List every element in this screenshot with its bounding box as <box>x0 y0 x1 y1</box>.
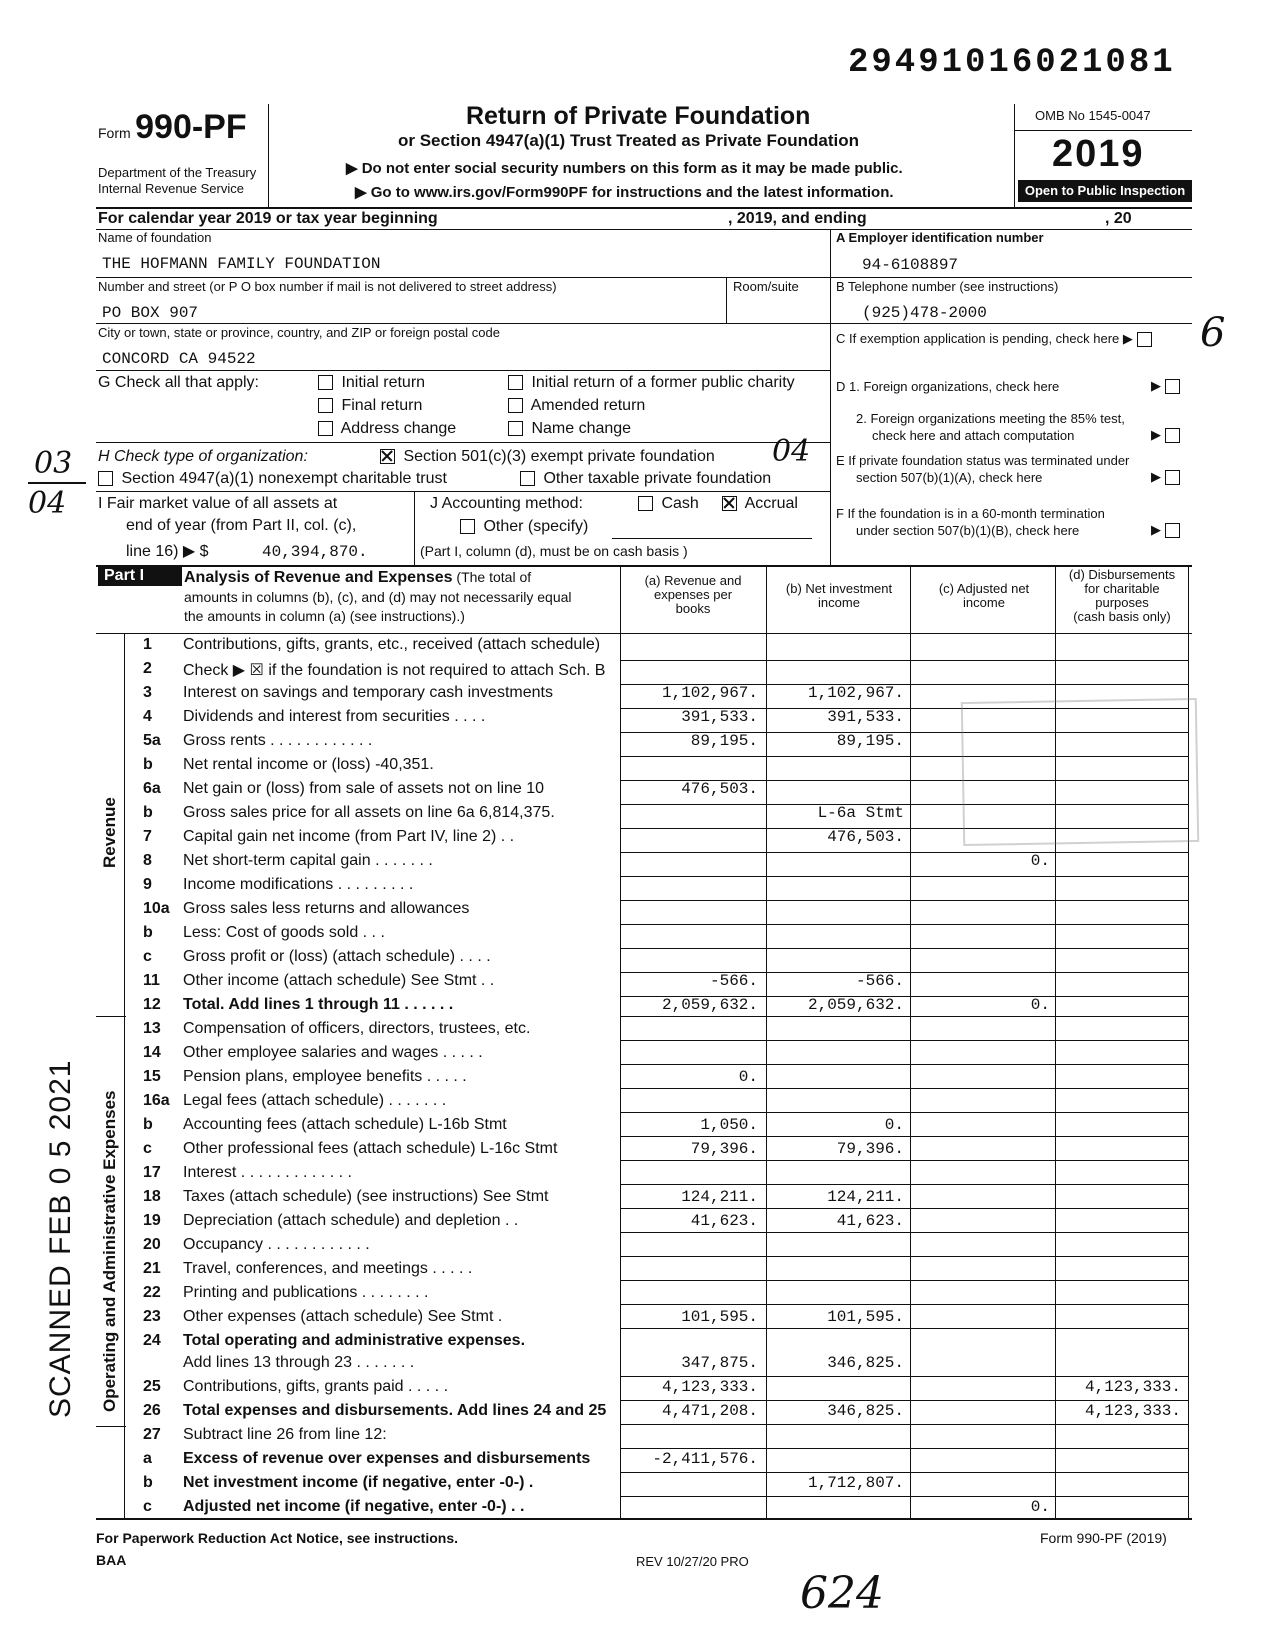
col-a-h3: books <box>675 601 711 616</box>
part1-title-bold: Analysis of Revenue and Expenses <box>184 569 453 586</box>
line-number: 20 <box>143 1236 161 1253</box>
address-change-label: Address change <box>340 420 457 437</box>
col-b-value[interactable]: -566. <box>855 972 904 990</box>
col-b-h2: income <box>818 595 860 610</box>
h-4947[interactable] <box>98 470 447 488</box>
initial-former-label: Initial return of a former public charity <box>531 374 795 391</box>
line-label: Taxes (attach schedule) (see instructions) See Stmt <box>183 1188 549 1205</box>
line-number: 1 <box>143 636 152 653</box>
scanned-stamp: SCANNED FEB 0 5 2021 <box>44 1059 77 1418</box>
j-label: J Accounting method: <box>430 495 583 512</box>
line-number: b <box>143 1474 153 1491</box>
col-b-h1: (b) Net investment <box>785 581 893 596</box>
initial-return-label: Initial return <box>341 374 426 391</box>
row-rule <box>620 1256 1188 1257</box>
ein-value[interactable]: 94-6108897 <box>862 256 959 274</box>
line-number: 19 <box>143 1212 161 1229</box>
col-a-value[interactable]: 0. <box>738 1068 758 1086</box>
col-c-value[interactable]: 0. <box>1030 1498 1050 1516</box>
exemption-pending-label <box>836 331 1156 347</box>
h-other-checkbox[interactable] <box>520 471 535 486</box>
line-number: 12 <box>143 996 161 1013</box>
line-number: 6a <box>143 780 161 797</box>
line-label: Less: Cost of goods sold . . . <box>183 924 385 941</box>
i-line1: I Fair market value of all assets at <box>98 495 338 512</box>
line-label: Capital gain net income (from Part IV, line 2) . . <box>183 828 515 845</box>
col-a-value[interactable]: 41,623. <box>690 1212 758 1230</box>
row-rule <box>620 1328 1188 1329</box>
street-label: Number and street (or P O box number if mail is not delivered to street address) <box>98 279 557 294</box>
omb-number: OMB No 1545-0047 <box>1035 108 1151 123</box>
j-note: (Part I, column (d), must be on cash basis ) <box>420 543 688 559</box>
cash-checkbox[interactable] <box>638 496 653 511</box>
instructions-notice: ▶ Go to www.irs.gov/Form990PF for instructions and the latest information. <box>355 184 894 201</box>
col-d-value[interactable]: 4,123,333. <box>1084 1402 1181 1420</box>
street-address[interactable]: PO BOX 907 <box>102 304 199 322</box>
form-subtitle: or Section 4947(a)(1) Trust Treated as Private Foundation <box>398 131 860 150</box>
tax-year-end: , 20 <box>1105 210 1132 227</box>
col-b-value[interactable]: 101,595. <box>827 1308 904 1326</box>
col-c-h1: (c) Adjusted net <box>938 581 1030 596</box>
line-number: 15 <box>143 1068 161 1085</box>
cash-label: Cash <box>661 495 699 512</box>
h-label: H Check type of organization: <box>98 448 308 465</box>
col-a-value[interactable]: 476,503. <box>681 780 758 798</box>
line-number: 4 <box>143 708 152 725</box>
col-b-value[interactable]: 0. <box>884 1116 904 1134</box>
document-locator-number: 29491016021081 <box>848 44 1176 82</box>
line-label: Travel, conferences, and meetings . . . . . <box>183 1260 473 1277</box>
table-row <box>0 972 1280 996</box>
line-number: 23 <box>143 1308 161 1325</box>
line-number: 3 <box>143 684 152 701</box>
line-label: Net gain or (loss) from sale of assets not on line 10 <box>183 780 545 797</box>
other-method-label: Other (specify) <box>483 518 589 535</box>
e-checkbox[interactable] <box>1165 470 1180 485</box>
col-b-value[interactable]: L-6a Stmt <box>817 804 904 822</box>
col-d-value[interactable]: 4,123,333. <box>1084 1378 1181 1396</box>
line-number: b <box>143 804 153 821</box>
col-a-value[interactable]: 4,471,208. <box>661 1402 758 1420</box>
line-label: Other expenses (attach schedule) See Stmt . <box>183 1308 503 1325</box>
amended-return-checkbox[interactable] <box>508 398 523 413</box>
h-other-label: Other taxable private foundation <box>543 470 772 487</box>
d2-checkbox[interactable] <box>1165 428 1180 443</box>
tax-year-line: For calendar year 2019 or tax year beginning <box>98 210 438 227</box>
row-rule <box>620 1016 1188 1017</box>
row-rule <box>620 1160 1188 1161</box>
line-number: 26 <box>143 1402 161 1419</box>
table-row <box>0 1450 1280 1474</box>
baa-label: BAA <box>96 1552 127 1568</box>
row-rule <box>620 1088 1188 1089</box>
line-label: Pension plans, employee benefits . . . . . <box>183 1068 467 1085</box>
row-rule <box>620 1112 1188 1113</box>
e-terminated: section 507(b)(1)(A), check here ▶ <box>856 470 1192 485</box>
part1-title <box>184 569 531 587</box>
room-suite-label: Room/suite <box>733 279 799 294</box>
line-label: Gross profit or (loss) (attach schedule) . . . . <box>183 948 491 965</box>
row-rule <box>620 1184 1188 1185</box>
h-501c3[interactable] <box>380 448 715 466</box>
line-label: Net investment income (if negative, enter -0-) . <box>183 1474 534 1491</box>
line-label: Subtract line 26 from line 12: <box>183 1426 387 1443</box>
col-a-h1: (a) Revenue and <box>644 573 742 588</box>
part1-desc-2: amounts in columns (b), (c), and (d) may not necessarily equal <box>184 589 572 605</box>
address-change-checkbox[interactable] <box>318 421 333 436</box>
col-a-header <box>624 574 762 616</box>
final-return-checkbox[interactable] <box>318 398 333 413</box>
d1-label: D 1. Foreign organizations, check here <box>836 379 1060 394</box>
line-number: 5a <box>143 732 161 749</box>
h-4947-label: Section 4947(a)(1) nonexempt charitable trust <box>121 470 447 487</box>
line-number: 25 <box>143 1378 161 1395</box>
col-b-value[interactable]: 89,195. <box>836 732 904 750</box>
line-label: Other income (attach schedule) See Stmt . . <box>183 972 495 989</box>
line-number: 9 <box>143 876 152 893</box>
line-number: 27 <box>143 1426 161 1443</box>
g-amended-return[interactable] <box>508 397 645 415</box>
line-number: b <box>143 756 153 773</box>
dept-line-2: Internal Revenue Service <box>98 181 244 196</box>
line-label: Net short-term capital gain . . . . . . . <box>183 852 433 869</box>
line-number: 18 <box>143 1188 161 1205</box>
line-label: Income modifications . . . . . . . . . <box>183 876 414 893</box>
f-checkbox[interactable] <box>1165 523 1180 538</box>
line-label: Add lines 13 through 23 . . . . . . . <box>183 1354 415 1371</box>
col-d-h1: (d) Disbursements <box>1068 567 1176 582</box>
part1-desc-3: the amounts in column (a) (see instructions).) <box>184 608 465 624</box>
row-rule <box>620 1136 1188 1137</box>
table-row <box>0 924 1280 948</box>
revision-label: REV 10/27/20 PRO <box>636 1554 749 1569</box>
row-rule <box>620 1304 1188 1305</box>
city-state-zip[interactable]: CONCORD CA 94522 <box>102 350 256 368</box>
phone-value[interactable]: (925)478-2000 <box>862 304 987 322</box>
paperwork-notice: For Paperwork Reduction Act Notice, see instructions. <box>96 1530 458 1546</box>
g-address-change[interactable] <box>318 420 456 438</box>
line-label: Contributions, gifts, grants, etc., received (attach schedule) <box>183 636 601 653</box>
col-b-value[interactable]: 476,503. <box>827 828 904 846</box>
handwritten-03: 03 <box>34 446 73 481</box>
part1-title-rest: (The total of <box>452 569 532 585</box>
row-rule <box>620 1448 1188 1449</box>
ein-label: A Employer identification number <box>836 230 1044 245</box>
side-label-revenue: Revenue <box>100 797 119 868</box>
col-a-value[interactable]: 2,059,632. <box>661 996 758 1014</box>
exemption-pending-checkbox[interactable] <box>1137 332 1152 347</box>
h-other-taxable[interactable] <box>520 470 771 488</box>
line-label: Dividends and interest from securities . . . . <box>183 708 486 725</box>
col-d-h4: (cash basis only) <box>1073 609 1171 624</box>
section-h-label <box>98 448 308 466</box>
col-d-h3: purposes <box>1095 595 1149 610</box>
line-label: Legal fees (attach schedule) . . . . . . . <box>183 1092 447 1109</box>
row-rule <box>620 1376 1188 1377</box>
e-line1: E If private foundation status was terminated under <box>836 453 1130 468</box>
line-number: 21 <box>143 1260 161 1277</box>
line-label: Gross sales less returns and allowances <box>183 900 470 917</box>
h-501c3-checkbox[interactable] <box>380 449 395 464</box>
row-rule <box>620 1064 1188 1065</box>
line-number: 17 <box>143 1164 161 1181</box>
i-line2: end of year (from Part II, col. (c), <box>126 517 357 534</box>
d2-label: check here and attach computation <box>872 428 1075 443</box>
f-60-month: under section 507(b)(1)(B), check here ▶ <box>856 523 1192 538</box>
col-a-value[interactable]: 391,533. <box>681 708 758 726</box>
line-label: Excess of revenue over expenses and disbursements <box>183 1450 591 1467</box>
line-label: Printing and publications . . . . . . . . <box>183 1284 429 1301</box>
col-b-value[interactable]: 346,825. <box>827 1354 904 1372</box>
line-label: Gross sales price for all assets on line 6a 6,814,375. <box>183 804 555 821</box>
line-label: Contributions, gifts, grants paid . . . . . <box>183 1378 449 1395</box>
d1-foreign: D 1. Foreign organizations, check here ▶ <box>836 379 1192 394</box>
table-row <box>0 1378 1280 1402</box>
i-line3: line 16) ▶ $ <box>126 543 209 560</box>
line-label: Check ▶ ☒ if the foundation is not required to attach Sch. B <box>183 662 606 679</box>
handwritten-6: 6 <box>1200 310 1226 356</box>
col-a-value[interactable]: 1,050. <box>700 1116 758 1134</box>
e-label: section 507(b)(1)(A), check here <box>856 470 1043 485</box>
col-c-header <box>914 582 1054 610</box>
name-change-checkbox[interactable] <box>508 421 523 436</box>
name-change-label: Name change <box>531 420 632 437</box>
amended-return-label: Amended return <box>530 397 646 414</box>
col-b-value[interactable]: 346,825. <box>827 1402 904 1420</box>
tax-year-mid: , 2019, and ending <box>728 210 867 227</box>
line-number: 14 <box>143 1044 161 1061</box>
table-row <box>0 1354 1280 1378</box>
table-row <box>0 660 1280 684</box>
line-number: c <box>143 948 152 965</box>
line-number: 16a <box>143 1092 170 1109</box>
col-a-value[interactable]: 4,123,333. <box>661 1378 758 1396</box>
form-title: Return of Private Foundation <box>466 102 811 130</box>
row-rule <box>620 1232 1188 1233</box>
col-a-value[interactable]: 124,211. <box>681 1188 758 1206</box>
open-to-inspection-badge: Open to Public Inspection <box>1018 180 1192 202</box>
line-number: 13 <box>143 1020 161 1037</box>
row-rule <box>620 1040 1188 1041</box>
row-rule <box>620 1280 1188 1281</box>
j-other[interactable] <box>460 518 588 536</box>
col-a-value[interactable]: 79,396. <box>690 1140 758 1158</box>
table-row <box>0 636 1280 660</box>
line-number: b <box>143 924 153 941</box>
g-final-return[interactable] <box>318 397 422 415</box>
d2-line1: 2. Foreign organizations meeting the 85% test, <box>856 411 1125 426</box>
fmv-value[interactable]: 40,394,870. <box>262 543 368 561</box>
d2-foreign-85: check here and attach computation ▶ <box>872 428 1192 443</box>
line-number: c <box>143 1140 152 1157</box>
line-label: Interest . . . . . . . . . . . . . <box>183 1164 352 1181</box>
line-label: Other employee salaries and wages . . . . . <box>183 1044 483 1061</box>
d1-checkbox[interactable] <box>1165 379 1180 394</box>
dept-line-1: Department of the Treasury <box>98 165 257 180</box>
col-b-value[interactable]: 41,623. <box>836 1212 904 1230</box>
row-rule <box>620 1208 1188 1209</box>
handwritten-04: 04 <box>28 486 67 521</box>
table-row <box>0 1402 1280 1426</box>
col-a-value[interactable]: 347,875. <box>681 1354 758 1372</box>
line-label: Gross rents . . . . . . . . . . . . <box>183 732 373 749</box>
g-initial-former[interactable] <box>508 374 795 392</box>
col-a-value[interactable]: 89,195. <box>690 732 758 750</box>
table-row <box>0 852 1280 876</box>
j-cash[interactable] <box>638 495 699 513</box>
handwritten-624: 624 <box>800 1568 884 1619</box>
col-b-header <box>770 582 908 610</box>
form-word: Form <box>98 125 131 141</box>
table-row <box>0 948 1280 972</box>
col-c-value[interactable]: 0. <box>1030 996 1050 1014</box>
table-row <box>0 1474 1280 1498</box>
line-number: 24 <box>143 1332 161 1349</box>
line-label: Compensation of officers, directors, trustees, etc. <box>183 1020 531 1037</box>
foundation-name[interactable]: THE HOFMANN FAMILY FOUNDATION <box>102 255 381 273</box>
initial-return-checkbox[interactable] <box>318 375 333 390</box>
line-label: Net rental income or (loss) -40,351. <box>183 756 434 773</box>
f-line1: F If the foundation is in a 60-month termination <box>836 506 1105 521</box>
table-row <box>0 1426 1280 1450</box>
col-a-h2: expenses per <box>653 587 733 602</box>
line-number: 11 <box>143 972 160 989</box>
line-number: 2 <box>143 660 152 677</box>
foundation-name-label: Name of foundation <box>98 230 212 245</box>
h-501c3-label: Section 501(c)(3) exempt private foundation <box>403 448 715 465</box>
col-c-value[interactable]: 0. <box>1030 852 1050 870</box>
col-b-value[interactable]: 1,102,967. <box>807 684 904 702</box>
form-id-block <box>98 108 247 147</box>
accrual-label: Accrual <box>744 495 798 512</box>
line-number: 7 <box>143 828 152 845</box>
row-rule <box>620 1496 1188 1497</box>
line-label: Occupancy . . . . . . . . . . . . <box>183 1236 370 1253</box>
ssn-notice: ▶ Do not enter social security numbers on this form as it may be made public. <box>346 160 903 177</box>
row-rule <box>620 1424 1188 1425</box>
tax-year: 2019 <box>1052 133 1145 175</box>
side-label-expenses: Operating and Administrative Expenses <box>100 1090 119 1412</box>
line-label: Adjusted net income (if negative, enter -0-) . . <box>183 1498 525 1515</box>
line-label: Total operating and administrative expenses. <box>183 1332 526 1349</box>
j-accrual[interactable] <box>722 495 798 513</box>
f-label: under section 507(b)(1)(B), check here <box>856 523 1080 538</box>
line-label: Depreciation (attach schedule) and depletion . . <box>183 1212 519 1229</box>
col-b-value[interactable]: 79,396. <box>836 1140 904 1158</box>
h-4947-checkbox[interactable] <box>98 471 113 486</box>
phone-label: B Telephone number (see instructions) <box>836 279 1059 294</box>
line-label: Interest on savings and temporary cash investments <box>183 684 553 701</box>
g-name-change[interactable] <box>508 420 631 438</box>
part1-tag: Part I <box>98 566 182 586</box>
other-method-checkbox[interactable] <box>460 519 475 534</box>
line-number: 10a <box>143 900 170 917</box>
table-row <box>0 900 1280 924</box>
table-row <box>0 1332 1280 1356</box>
col-b-value[interactable]: 124,211. <box>827 1188 904 1206</box>
form-number: 990-PF <box>135 108 247 146</box>
col-d-h2: for charitable <box>1084 581 1160 596</box>
line-label: Other professional fees (attach schedule) L-16c Stmt <box>183 1140 558 1157</box>
line-label: Total expenses and disbursements. Add lines 24 and 25 <box>183 1402 607 1419</box>
line-number: c <box>143 1498 152 1515</box>
section-g-label: G Check all that apply: <box>98 374 259 391</box>
form-footer-right: Form 990-PF (2019) <box>1040 1530 1167 1546</box>
line-number: a <box>143 1450 152 1467</box>
row-rule <box>620 1472 1188 1473</box>
handwritten-04-right: 04 <box>772 434 811 469</box>
table-row <box>0 876 1280 900</box>
g-initial-return[interactable] <box>318 374 425 392</box>
col-a-value[interactable]: -566. <box>709 972 758 990</box>
col-a-value[interactable]: -2,411,576. <box>652 1450 758 1468</box>
accrual-checkbox[interactable] <box>722 496 737 511</box>
line-label: Total. Add lines 1 through 11 . . . . . . <box>183 996 454 1013</box>
col-a-value[interactable]: 101,595. <box>681 1308 758 1326</box>
col-d-header <box>1057 568 1187 624</box>
line-number: 8 <box>143 852 152 869</box>
col-a-value[interactable]: 1,102,967. <box>661 684 758 702</box>
col-b-value[interactable]: 391,533. <box>827 708 904 726</box>
exemption-pending-text: C If exemption application is pending, check here ▶ <box>836 331 1133 346</box>
col-c-h2: income <box>963 595 1005 610</box>
line-number: b <box>143 1116 153 1133</box>
final-return-label: Final return <box>341 397 423 414</box>
col-b-value[interactable]: 1,712,807. <box>807 1474 904 1492</box>
initial-former-checkbox[interactable] <box>508 375 523 390</box>
col-b-value[interactable]: 2,059,632. <box>807 996 904 1014</box>
row-rule <box>620 1400 1188 1401</box>
line-number: 22 <box>143 1284 161 1301</box>
city-label: City or town, state or province, country, and ZIP or foreign postal code <box>98 325 500 340</box>
received-stamp <box>961 698 1199 846</box>
line-label: Accounting fees (attach schedule) L-16b Stmt <box>183 1116 507 1133</box>
